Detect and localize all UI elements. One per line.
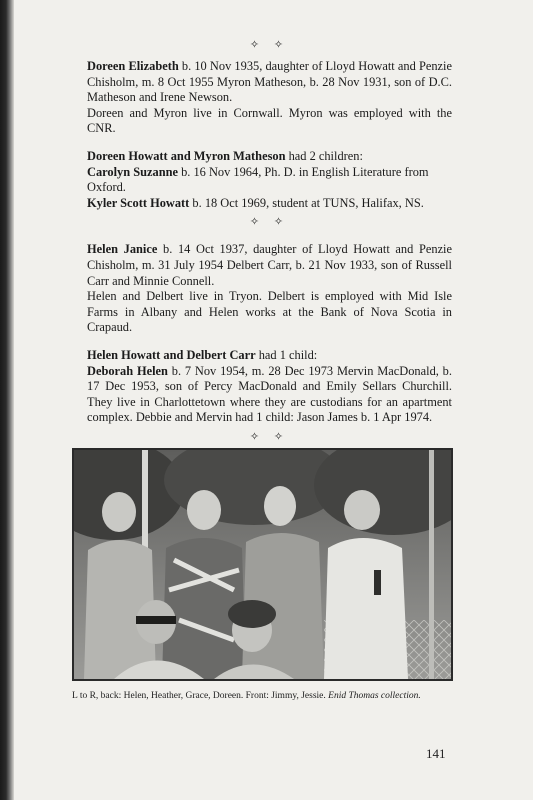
children-heading-count: had 2 children: [285, 148, 363, 163]
children-heading [87, 149, 452, 165]
book-spine-shadow [0, 0, 14, 800]
section-ornament: ✧ ✧ [249, 39, 290, 51]
caption-credit: Enid Thomas collection. [328, 691, 421, 701]
child-kyler [87, 196, 452, 212]
child-carolyn [87, 165, 452, 196]
entry-helen-note: Helen and Delbert live in Tryon. Delbert is employed with Mid Isle Farms in Albany and Helen works at the Bank of Nova Scotia in Crapaud. [87, 289, 452, 335]
entry-text: b. 14 Oct 1937, daughter of Lloyd Howatt and Penzie Chisholm, m. 31 July 1954 Delbert Carr, b. 21 Nov 1933, son of Russell Carr and Minnie Connell. [87, 242, 453, 288]
family-photo [72, 448, 453, 681]
children-heading-names: Doreen Howatt and Myron Matheson [87, 148, 286, 163]
entry-name: Helen Janice [87, 242, 158, 257]
entry-text: b. 10 Nov 1935, daughter of Lloyd Howatt and Penzie Chisholm, m. 8 Oct 1955 Myron Matheson, b. 28 Nov 1931, son of D.C. Matheson and Irene Newson. [87, 59, 452, 105]
section-ornament: ✧ ✧ [249, 216, 290, 229]
entry-doreen [87, 59, 452, 106]
child-text: b. 7 Nov 1954, m. 28 Dec 1973 Mervin MacDonald, b. 17 Dec 1953, son of Percy MacDonald and Emily Sellars Churchill. They live in Charlottetown where they are custodians for an apartment complex. Debbie and Mervin had 1 child: Jason James b. 1 Apr 1974. [87, 363, 452, 425]
child-text: b. 16 Nov 1964, Ph. D. in English Literature from Oxford. [87, 164, 429, 195]
entry-doreen-note: Doreen and Myron live in Cornwall. Myron was employed with the CNR. [87, 105, 452, 136]
child-name: Carolyn Suzanne [87, 164, 178, 179]
page-text [87, 38, 452, 451]
family-photo-image [74, 450, 451, 679]
section-ornament: ✧ ✧ [249, 430, 290, 443]
caption-text: L to R, back: Helen, Heather, Grace, Doreen. Front: Jimmy, Jessie. [72, 691, 329, 701]
child-deborah [87, 364, 452, 426]
children-heading-names: Helen Howatt and Delbert Carr [87, 347, 256, 362]
entry-helen [87, 242, 452, 289]
entry-name: Doreen Elizabeth [87, 59, 179, 73]
child-text: b. 18 Oct 1969, student at TUNS, Halifax, NS. [189, 195, 424, 210]
children-heading [87, 348, 452, 364]
child-name: Kyler Scott Howatt [87, 195, 190, 210]
page-number: 141 [426, 746, 446, 761]
photo-caption [72, 690, 453, 702]
child-name: Deborah Helen [87, 363, 168, 378]
children-heading-count: had 1 child: [255, 347, 318, 362]
